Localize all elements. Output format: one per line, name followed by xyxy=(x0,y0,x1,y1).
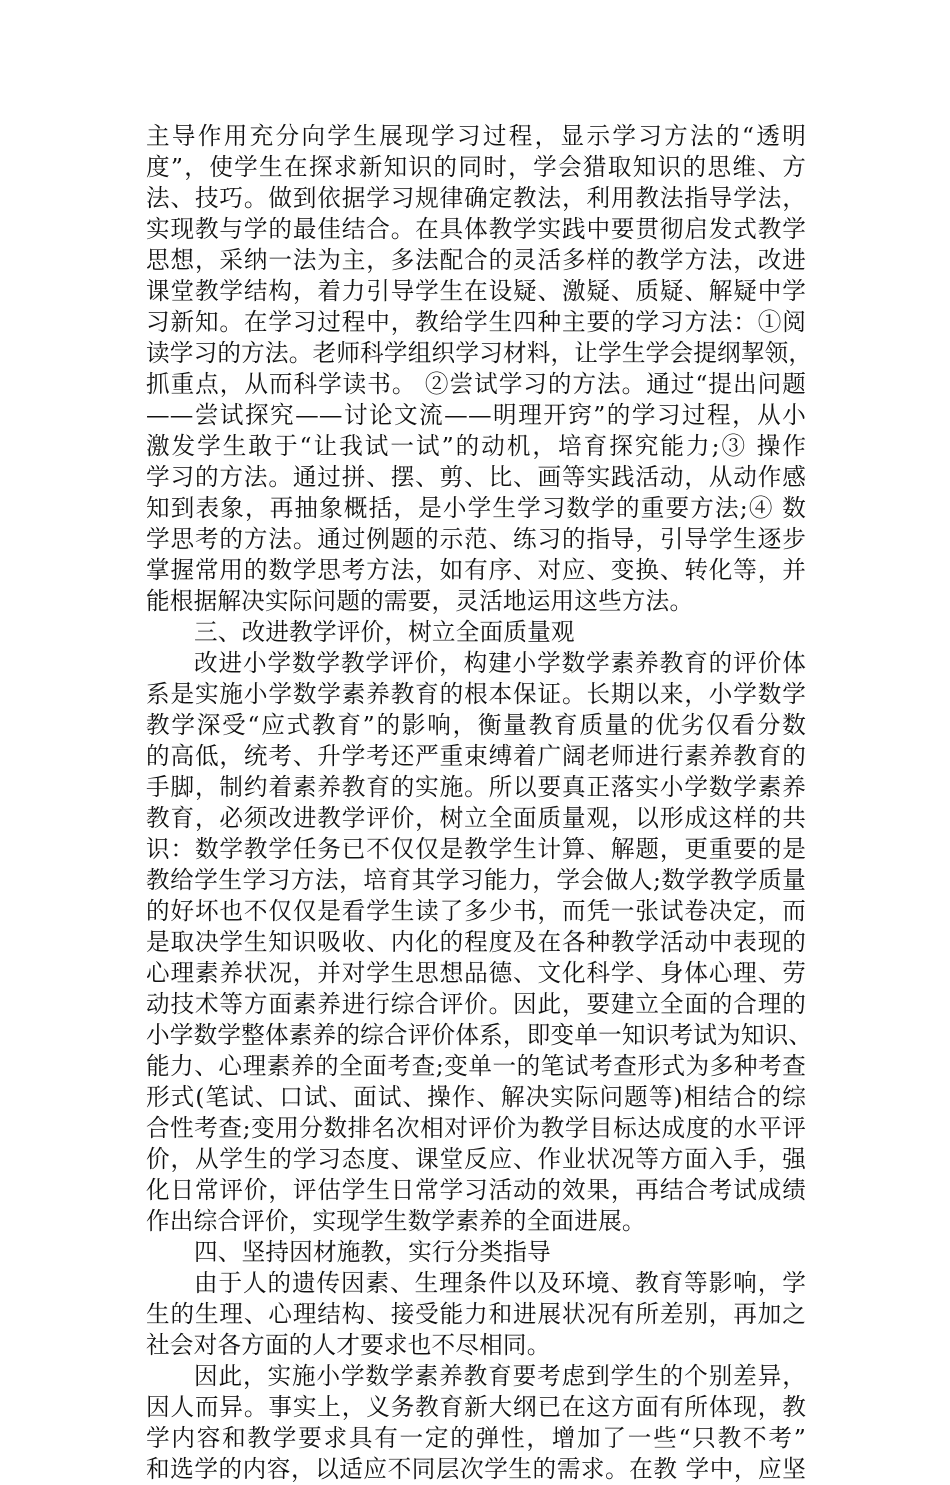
paragraph-line: 形式(笔试、口试、面试、操作、解决实际问题等)相结合的综 xyxy=(146,1083,806,1111)
paragraph-line: 识：数学教学任务已不仅仅是教学生计算、解题，更重要的是 xyxy=(146,835,806,863)
section-heading: 四、坚持因材施教，实行分类指导 xyxy=(194,1238,551,1266)
paragraph-line: 能根据解决实际问题的需要，灵活地运用这些方法。 xyxy=(146,587,694,615)
paragraph-line: 的好坏也不仅仅是看学生读了多少书，而凭一张试卷决定，而 xyxy=(146,897,806,925)
paragraph-line: ——尝试探究——讨论文流——明理开窍”的学习过程，从小 xyxy=(146,401,806,429)
paragraph-line: 度”，使学生在探求新知识的同时，学会猎取知识的思维、方 xyxy=(146,153,806,181)
paragraph-line: 是取决学生知识吸收、内化的程度及在各种教学活动中表现的 xyxy=(146,928,806,956)
paragraph-line: 手脚，制约着素养教育的实施。所以要真正落实小学数学素养 xyxy=(146,773,806,801)
paragraph-line: 系是实施小学数学素养教育的根本保证。长期以来，小学数学 xyxy=(146,680,806,708)
paragraph-line: 法、技巧。做到依据学习规律确定教法，利用教法指导学法， xyxy=(146,184,806,212)
paragraph-line: 价，从学生的学习态度、课堂反应、作业状况等方面入手，强 xyxy=(146,1145,806,1173)
paragraph-line: 小学数学整体素养的综合评价体系，即变单一知识考试为知识、 xyxy=(146,1021,813,1049)
section-heading: 三、改进教学评价，树立全面质量观 xyxy=(194,618,575,646)
paragraph-line: 动技术等方面素养进行综合评价。因此，要建立全面的合理的 xyxy=(146,990,806,1018)
paragraph-line: 教育，必须改进教学评价，树立全面质量观，以形成这样的共 xyxy=(146,804,806,832)
paragraph-line: 习新知。在学习过程中，教给学生四种主要的学习方法：①阅 xyxy=(146,308,806,336)
paragraph-line: 学习的方法。通过拼、摆、剪、比、画等实践活动，从动作感 xyxy=(146,463,806,491)
document-page xyxy=(146,121,813,1485)
paragraph-line: 读学习的方法。老师科学组织学习材料，让学生学会提纲挈领， xyxy=(146,339,813,367)
paragraph-line: 和选学的内容，以适应不同层次学生的需求。在教 学中，应坚 xyxy=(146,1455,806,1483)
paragraph-line: 主导作用充分向学生展现学习过程，显示学习方法的“透明 xyxy=(146,122,806,150)
paragraph-line: 能力、心理素养的全面考查;变单一的笔试考查形式为多种考查 xyxy=(146,1052,806,1080)
paragraph-line: 由于人的遗传因素、生理条件以及环境、教育等影响，学 xyxy=(194,1269,806,1297)
paragraph-line: 激发学生敢于“让我试一试”的动机，培育探究能力;③ 操作 xyxy=(146,432,806,460)
paragraph-line: 教学深受“应式教育”的影响，衡量教育质量的优劣仅看分数 xyxy=(146,711,806,739)
paragraph-line: 作出综合评价，实现学生数学素养的全面进展。 xyxy=(146,1207,646,1235)
paragraph-line: 抓重点，从而科学读书。 ②尝试学习的方法。通过“提出问题 xyxy=(146,370,806,398)
paragraph-line: 知到表象，再抽象概括，是小学生学习数学的重要方法;④ 数 xyxy=(146,494,806,522)
paragraph-line: 因人而异。事实上，义务教育新大纲已在这方面有所体现，教 xyxy=(146,1393,806,1421)
paragraph-line: 课堂教学结构，着力引导学生在设疑、激疑、质疑、解疑中学 xyxy=(146,277,806,305)
paragraph-line: 社会对各方面的人才要求也不尽相同。 xyxy=(146,1331,551,1359)
paragraph-line: 改进小学数学教学评价，构建小学数学素养教育的评价体 xyxy=(194,649,806,677)
paragraph-line: 学内容和教学要求具有一定的弹性，增加了一些“只教不考” xyxy=(146,1424,806,1452)
paragraph-line: 化日常评价，评估学生日常学习活动的效果，再结合考试成绩 xyxy=(146,1176,806,1204)
paragraph-line: 实现教与学的最佳结合。在具体教学实践中要贯彻启发式教学 xyxy=(146,215,806,243)
paragraph-line: 的高低，统考、升学考还严重束缚着广阔老师进行素养教育的 xyxy=(146,742,806,770)
paragraph-line: 生的生理、心理结构、接受能力和进展状况有所差别，再加之 xyxy=(146,1300,806,1328)
paragraph-line: 掌握常用的数学思考方法，如有序、对应、变换、转化等，并 xyxy=(146,556,806,584)
paragraph-line: 教给学生学习方法，培育其学习能力，学会做人;数学教学质量 xyxy=(146,866,806,894)
paragraph-line: 思想，采纳一法为主，多法配合的灵活多样的教学方法，改进 xyxy=(146,246,806,274)
paragraph-line: 因此，实施小学数学素养教育要考虑到学生的个别差异， xyxy=(194,1362,806,1390)
paragraph-line: 学思考的方法。通过例题的示范、练习的指导，引导学生逐步 xyxy=(146,525,806,553)
paragraph-line: 心理素养状况，并对学生思想品德、文化科学、身体心理、劳 xyxy=(146,959,806,987)
paragraph-line: 合性考查;变用分数排名次相对评价为教学目标达成度的水平评 xyxy=(146,1114,806,1142)
